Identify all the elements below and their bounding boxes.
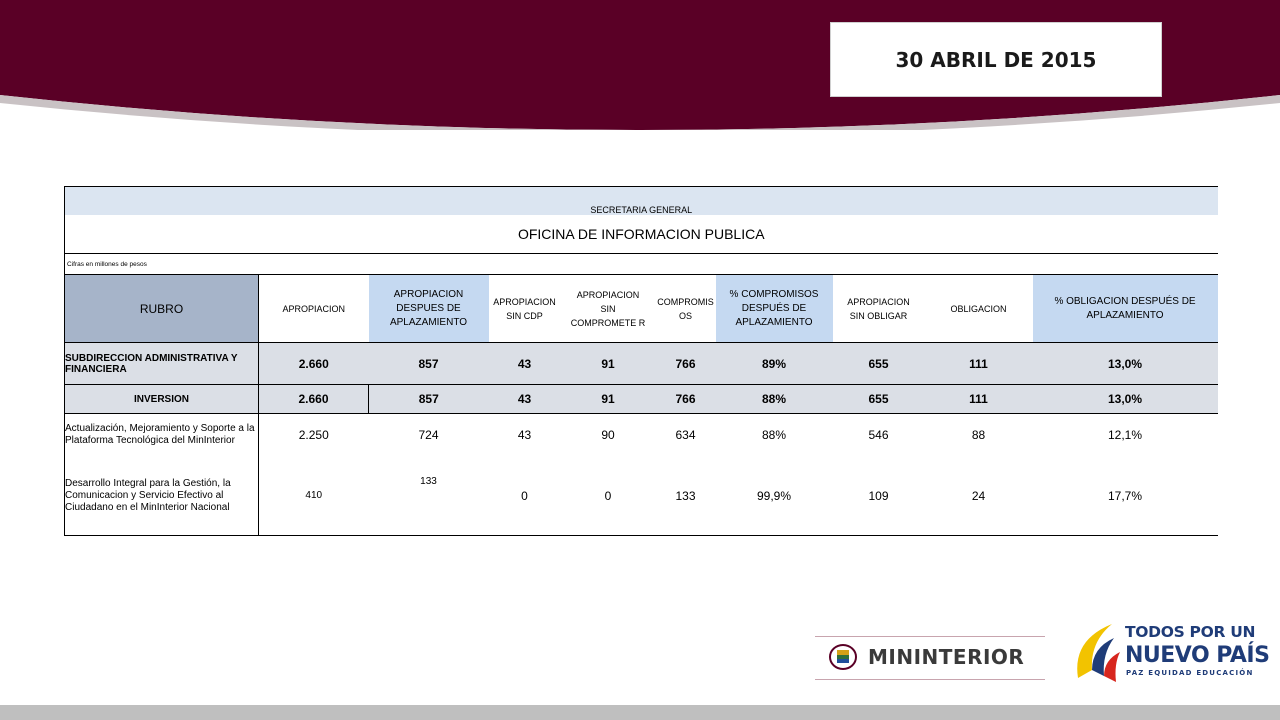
header-apropiacion-despues: APROPIACION DESPUES DE APLAZAMIENTO xyxy=(369,275,489,343)
cell-value: 91 xyxy=(561,385,656,414)
header-rubro: RUBRO xyxy=(65,275,259,343)
row-label: Desarrollo Integral para la Gestión, la Comunicacion y Servicio Efectivo al Ciudadano en el MinInterior Nacional xyxy=(65,456,259,536)
cell-value: 724 xyxy=(418,428,439,442)
header-apropiacion-sin-obligar: APROPIACION SIN OBLIGAR xyxy=(833,275,925,343)
budget-table xyxy=(64,186,1218,536)
cell-value: 0 xyxy=(489,456,561,536)
cell-value: 109 xyxy=(833,456,925,536)
table-row xyxy=(65,414,1218,457)
footer-bar xyxy=(0,705,1280,720)
cell-value: 43 xyxy=(489,343,561,385)
header-pct-compromisos: % COMPROMISOS DESPUÉS DE APLAZAMIENTO xyxy=(716,275,833,343)
cell-value: 91 xyxy=(561,343,656,385)
cell-value: 17,7% xyxy=(1033,456,1218,536)
cell-value: 43 xyxy=(489,385,561,414)
cell-value: 655 xyxy=(833,385,925,414)
cell-value: 2.660 xyxy=(259,385,369,414)
coat-of-arms-icon xyxy=(827,643,859,671)
cell-value: 0 xyxy=(561,456,656,536)
cell-value: 766 xyxy=(656,385,716,414)
cell-value: 88% xyxy=(761,428,787,442)
cell-value: 90 xyxy=(601,428,615,442)
cell-value: 111 xyxy=(925,385,1033,414)
header-row xyxy=(65,275,1218,343)
cell-value: 89% xyxy=(716,343,833,385)
secretaria-row xyxy=(65,187,1218,216)
header-apropiacion: APROPIACION xyxy=(259,275,369,343)
header-obligacion: OBLIGACION xyxy=(925,275,1033,343)
date-label: 30 ABRIL DE 2015 xyxy=(830,22,1162,97)
todos-por-un-text: TODOS POR UN xyxy=(1125,623,1256,641)
cifras-row xyxy=(65,254,1218,275)
cell-value: 12,1% xyxy=(1108,428,1143,442)
oficina-row xyxy=(65,215,1218,254)
header-apropiacion-sin-comprometer: APROPIACION SIN COMPROMETE R xyxy=(561,275,656,343)
header-compromisos: COMPROMIS OS xyxy=(656,275,716,343)
cell-value: 13,0% xyxy=(1033,385,1218,414)
cell-value: 857 xyxy=(369,343,489,385)
cell-value: 857 xyxy=(369,385,489,414)
cell-value: 634 xyxy=(675,428,696,442)
cifras-note: Cifras en millones de pesos xyxy=(65,254,1218,275)
cell-value: 99,9% xyxy=(716,456,833,536)
cell-value: 43 xyxy=(517,428,532,442)
header-pct-obligacion: % OBLIGACION DESPUÉS DE APLAZAMIENTO xyxy=(1033,275,1218,343)
cell-value: 2.250 xyxy=(298,428,329,442)
cell-value: 655 xyxy=(833,343,925,385)
row-label: INVERSION xyxy=(65,385,259,414)
cell-value: 24 xyxy=(925,456,1033,536)
nuevo-pais-text: NUEVO PAÍS xyxy=(1125,643,1270,668)
cell-value: 546 xyxy=(868,428,889,442)
table-row xyxy=(65,456,1218,536)
cell-value: 766 xyxy=(656,343,716,385)
cell-value: 88% xyxy=(716,385,833,414)
cell-value: 133 xyxy=(656,456,716,536)
cell-value: 13,0% xyxy=(1033,343,1218,385)
cell-value: 88 xyxy=(971,428,986,442)
paz-equidad-educacion-text: PAZ EQUIDAD EDUCACIÓN xyxy=(1126,669,1254,677)
cell-value: 133 xyxy=(369,456,489,536)
oficina-title: OFICINA DE INFORMACION PUBLICA xyxy=(65,215,1218,254)
table-row xyxy=(65,343,1218,385)
cell-value: 111 xyxy=(925,343,1033,385)
header-apropiacion-sin-cdp: APROPIACION SIN CDP xyxy=(489,275,561,343)
cell-value: 2.660 xyxy=(259,343,369,385)
cell-value: 410 xyxy=(259,456,369,536)
row-label: Actualización, Mejoramiento y Soporte a la Plataforma Tecnológica del MinInterior xyxy=(65,414,259,457)
row-label: SUBDIRECCION ADMINISTRATIVA Y FINANCIERA xyxy=(65,343,259,385)
secretaria-title: SECRETARIA GENERAL xyxy=(65,187,1218,216)
mininterior-text: MININTERIOR xyxy=(868,645,1025,669)
table-row xyxy=(65,385,1218,414)
